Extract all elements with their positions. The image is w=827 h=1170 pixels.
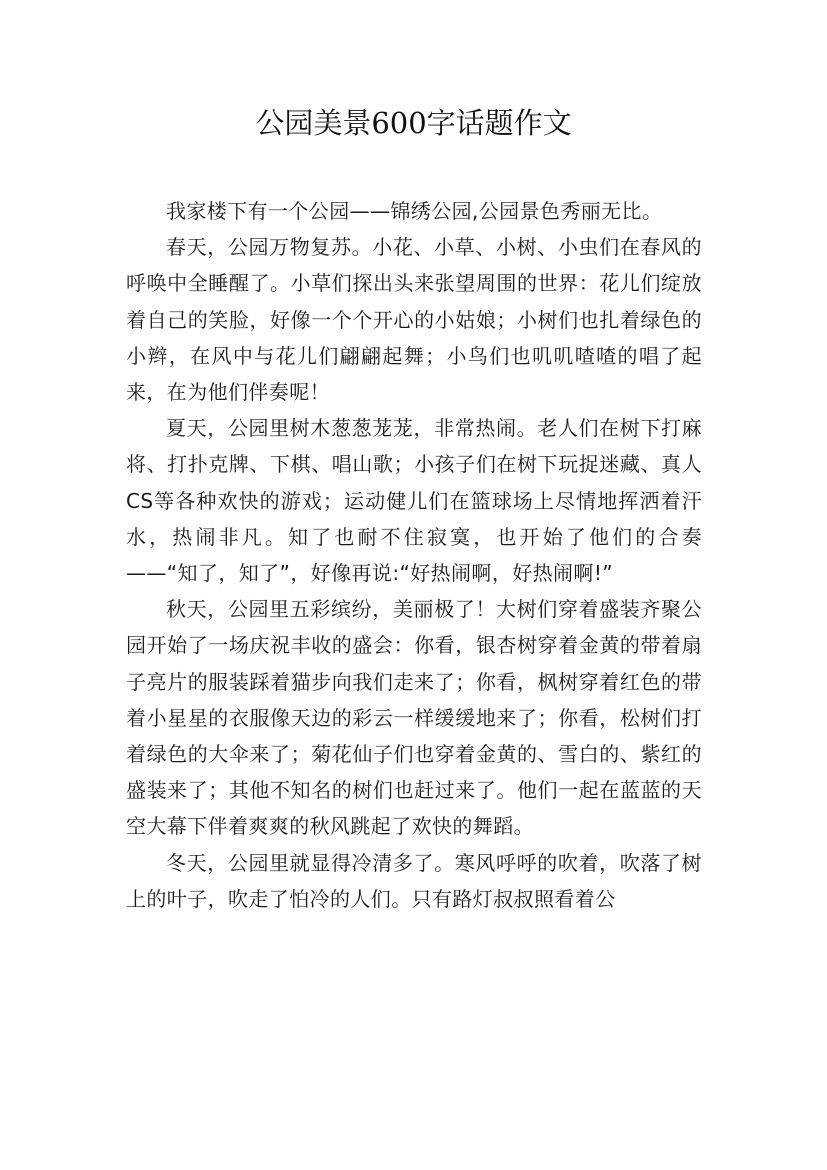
paragraph-intro: 我家楼下有一个公园——锦绣公园,公园景色秀丽无比。	[166, 199, 663, 223]
paragraph-winter: 冬天，公园里就显得冷清多了。寒风呼呼的吹着，吹落了树上的叶子，吹走了怕冷的人们。只有路灯叔叔照看着公	[126, 850, 702, 911]
document-title: 公园美景600字话题作文	[255, 106, 572, 140]
essay-body	[126, 193, 702, 917]
paragraph-autumn: 秋天，公园里五彩缤纷，美丽极了！大树们穿着盛装齐聚公园开始了一场庆祝丰收的盛会：你看，银杏树穿着金黄的带着扇子亮片的服装踩着猫步向我们走来了；你看，枫树穿着红色的带着小星星的衣服像天边的彩云一样缓缓地来了；你看，松树们打着绿色的大伞来了；菊花仙子们也穿着金黄的、雪白的、紫红的盛装来了；其他不知名的树们也赶过来了。他们一起在蓝蓝的天空大幕下伴着爽爽的秋风跳起了欢快的舞蹈。	[126, 597, 702, 839]
paragraph-spring: 春天，公园万物复苏。小花、小草、小树、小虫们在春风的呼唤中全睡醒了。小草们探出头来张望周围的世界：花儿们绽放着自己的笑脸，好像一个个开心的小姑娘；小树们也扎着绿色的小辫，在风中与花儿们翩翩起舞；小鸟们也叽叽喳喳的唱了起来，在为他们伴奏呢！	[126, 235, 702, 405]
paragraph-summer: 夏天，公园里树木葱葱茏茏，非常热闹。老人们在树下打麻将、打扑克牌、下棋、唱山歌；小孩子们在树下玩捉迷藏、真人CS等各种欢快的游戏；运动健儿们在篮球场上尽情地挥洒着汗水，热闹非凡。知了也耐不住寂寞，也开始了他们的合奏——“知了，知了”，好像再说:“好热闹啊，好热闹啊!”	[126, 416, 702, 586]
